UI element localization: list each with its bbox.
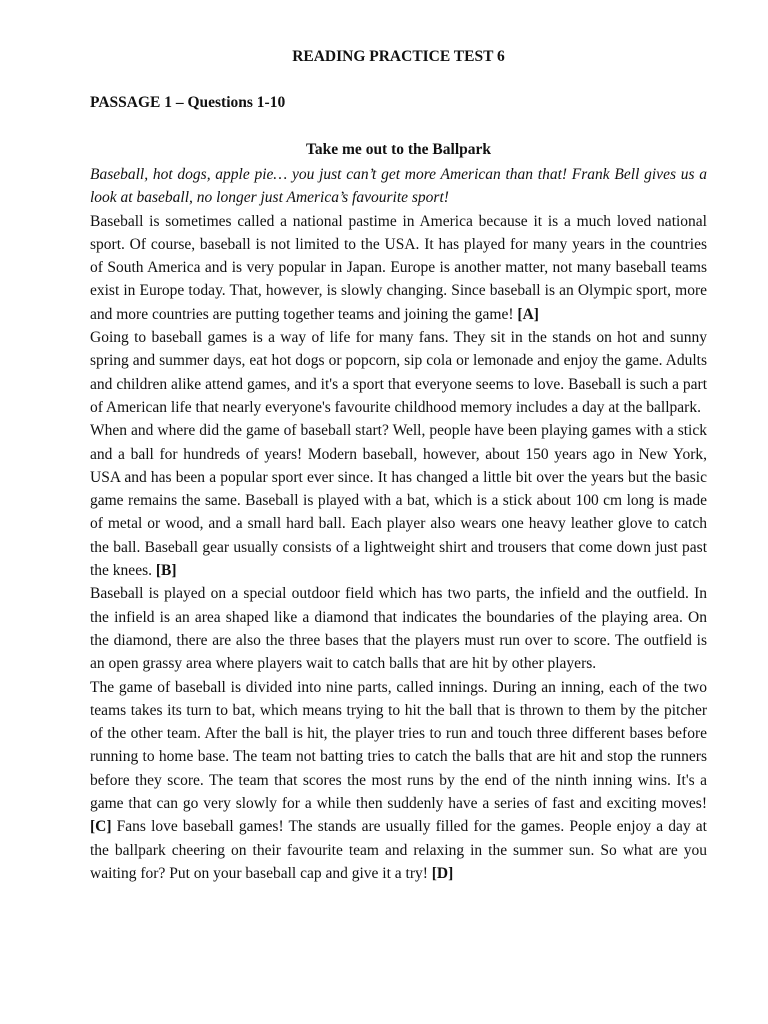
paragraph-text: When and where did the game of baseball start? Well, people have been playing games with a stick and a ball for hundreds of years! Modern baseball, however, about 150 years ago in New York, USA and has been a popular sport ever since. It has changed a little bit over the years but the basic game remains the same. Baseball is played with a bat, which is a stick about 100 cm long is made of metal or wood, and a small hard ball. Each player also wears one heavy leather glove to catch the ball. Baseball gear usually consists of a lightweight shirt and trousers that come down just past the knees.: [90, 422, 707, 580]
paragraph-3: [90, 419, 707, 582]
question-marker-c: [C]: [90, 818, 112, 836]
document-page: [90, 44, 707, 885]
paragraph-1: [90, 210, 707, 326]
paragraph-text: Going to baseball games is a way of life for many fans. They sit in the stands on hot and sunny spring and summer days, eat hot dogs or popcorn, sip cola or lemonade and enjoy the game. Adults and children alike attend games, and it's a sport that everyone seems to love. Baseball is such a part of American life that nearly everyone's favourite childhood memory includes a day at the ballpark.: [90, 329, 707, 416]
paragraph-text: Baseball is played on a special outdoor field which has two parts, the infield and the outfield. In the infield is an area shaped like a diamond that indicates the boundaries of the playing area. On the diamond, there are also the three bases that the players must run over to score. The outfield is an open grassy area where players wait to catch balls that are hit by other players.: [90, 585, 707, 673]
paragraph-5: [90, 676, 707, 886]
paragraph-4: [90, 582, 707, 675]
question-marker-a: [A]: [517, 305, 539, 323]
paragraph-text-continued: Fans love baseball games! The stands are usually filled for the games. People enjoy a day at the ballpark cheering on their favourite team and relaxing in the summer sun. So what are you waiting for? Put on your baseball cap and give it a try!: [90, 818, 707, 882]
paragraph-text: The game of baseball is divided into nine parts, called innings. During an inning, each of the two teams takes its turn to bat, which means trying to hit the ball that is thrown to them by the pitcher of the other team. After the ball is hit, the player tries to run and touch three different bases before running to home base. The team not batting tries to catch the balls that are hit and stop the runners before they score. The team that scores the most runs by the end of the ninth inning wins. It's a game that can go very slowly for a while then suddenly have a series of fast and exciting moves!: [90, 678, 707, 813]
question-marker-b: [B]: [155, 562, 177, 580]
question-marker-d: [D]: [431, 864, 454, 882]
article-title: Take me out to the Ballpark: [305, 141, 491, 158]
paragraph-text: Baseball is sometimes called a national pastime in America because it is a much loved national sport. Of course, baseball is not limited to the USA. It has played for many years in the countries of South America and is very popular in Japan. Europe is another matter, not many baseball teams exist in Europe today. That, however, is slowly changing. Since baseball is an Olympic sport, more and more countries are putting together teams and joining the game!: [90, 212, 707, 323]
paragraph-2: [90, 326, 707, 419]
test-title: READING PRACTICE TEST 6: [292, 48, 505, 65]
passage-heading: PASSAGE 1 – Questions 1-10: [90, 94, 286, 111]
article-intro: Baseball, hot dogs, apple pie… you just can’t get more American than that! Frank Bell gives us a look at baseball, no longer just America’s favourite sport!: [90, 166, 707, 207]
